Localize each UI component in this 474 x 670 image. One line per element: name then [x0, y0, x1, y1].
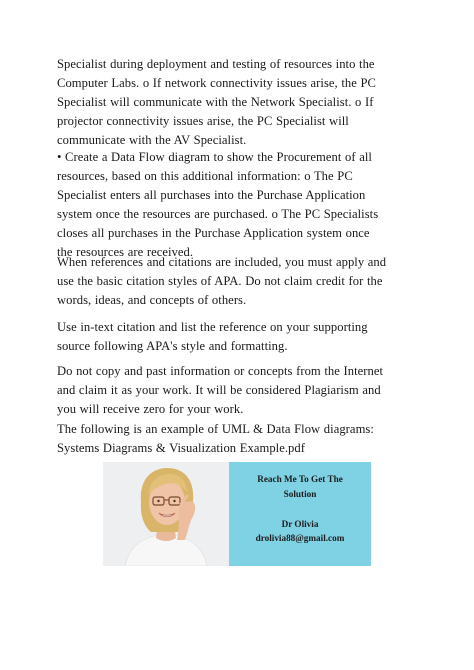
- text-line: you will receive zero for your work.: [57, 402, 244, 416]
- text-line: • Create a Data Flow diagram to show the Procurement of all: [57, 150, 372, 164]
- paragraph-apa-citation: [57, 253, 419, 310]
- contact-info-box: [229, 462, 371, 566]
- woman-portrait-image: [103, 462, 229, 566]
- text-line: Use in-text citation and list the reference on your supporting: [57, 320, 368, 334]
- contact-name: Dr Olivia: [281, 519, 319, 529]
- headline-line: Solution: [283, 489, 317, 499]
- text-line: the resources are received.: [57, 245, 194, 259]
- contact-headline: [229, 472, 371, 502]
- text-line: Specialist during deployment and testing of resources into the: [57, 57, 375, 71]
- portrait-illustration: [103, 462, 229, 566]
- text-line: projector connectivity issues arise, the PC Specialist will: [57, 114, 349, 128]
- text-line: and claim it as your work. It will be considered Plagiarism and: [57, 383, 381, 397]
- text-line: Do not copy and past information or concepts from the Internet: [57, 364, 384, 378]
- text-line: words, ideas, and concepts of others.: [57, 293, 247, 307]
- text-line: communicate with the AV Specialist.: [57, 133, 247, 147]
- paragraph-plagiarism-warning: [57, 362, 419, 419]
- text-line: closes all purchases in the Purchase Application system once: [57, 226, 370, 240]
- paragraph-specialist-communication: [57, 55, 419, 150]
- text-line: resources, based on this additional information: o The PC: [57, 169, 353, 183]
- text-line: use the basic citation styles of APA. Do not claim credit for the: [57, 274, 383, 288]
- text-line: Computer Labs. o If network connectivity issues arise, the PC: [57, 76, 376, 90]
- paragraph-data-flow-task: [57, 148, 419, 262]
- text-line: system once the resources are purchased. o The PC Specialists: [57, 207, 379, 221]
- paragraph-example-reference: [57, 420, 419, 458]
- paragraph-in-text-citation: [57, 318, 419, 356]
- text-line: Systems Diagrams & Visualization Example.pdf: [57, 441, 305, 455]
- contact-banner: [103, 462, 371, 566]
- text-line: Specialist enters all purchases into the Purchase Application: [57, 188, 366, 202]
- text-line: The following is an example of UML & Data Flow diagrams:: [57, 422, 374, 436]
- headline-line: Reach Me To Get The: [257, 474, 343, 484]
- text-line: source following APA's style and formatting.: [57, 339, 288, 353]
- text-line: When references and citations are included, you must apply and: [57, 255, 387, 269]
- text-line: Specialist will communicate with the Network Specialist. o If: [57, 95, 374, 109]
- contact-email: drolivia88@gmail.com: [255, 533, 345, 543]
